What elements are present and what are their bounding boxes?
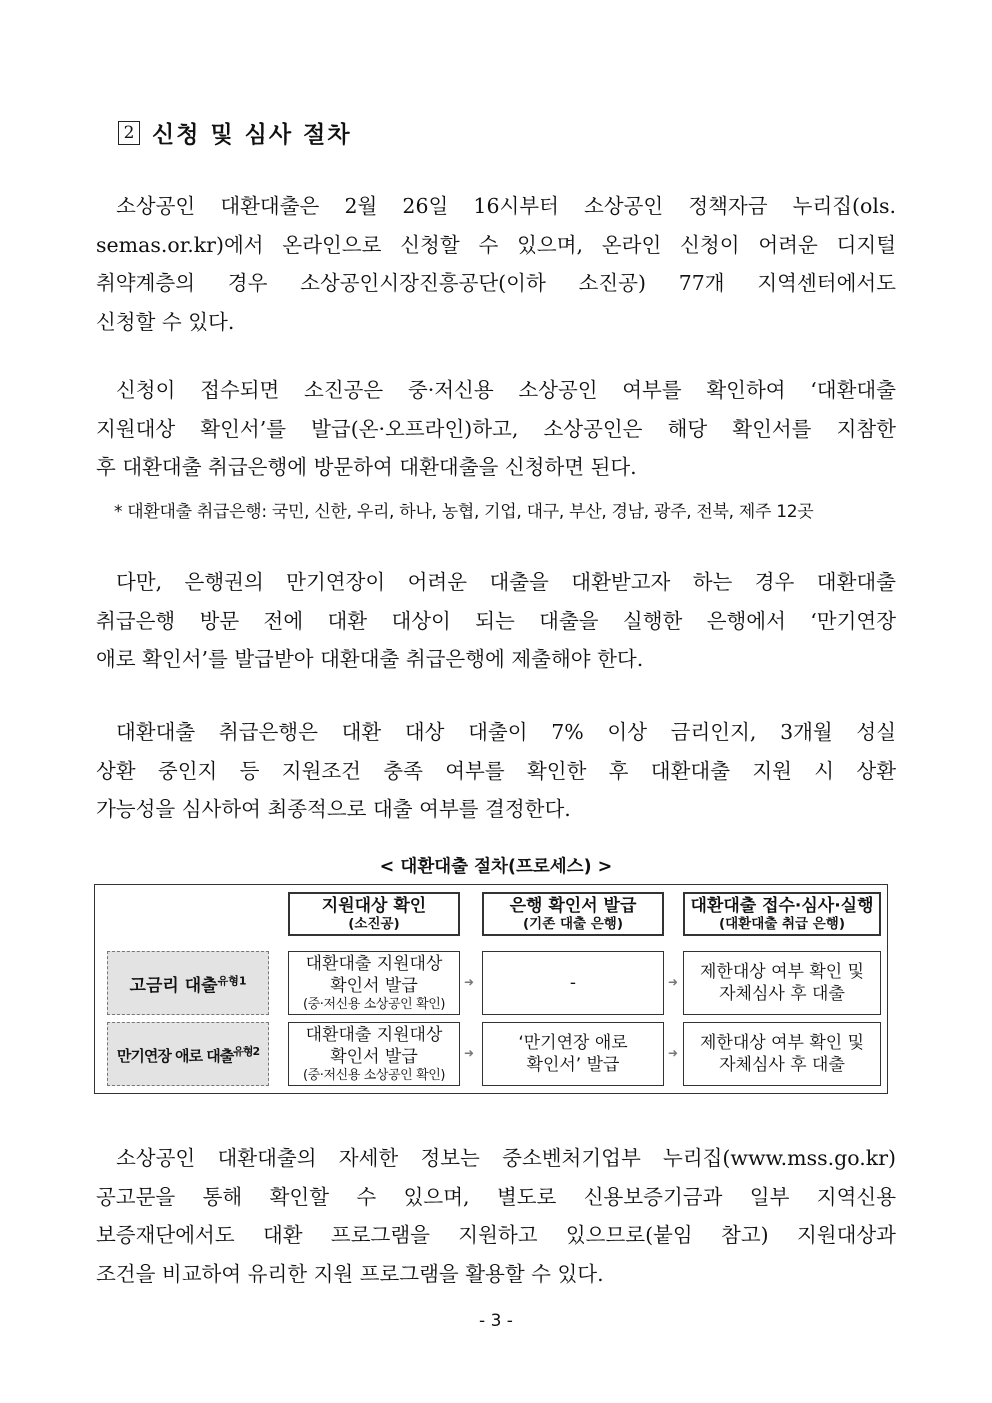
row-label: 만기연장 애로 대출 xyxy=(116,1046,234,1065)
cell-line: 대환대출 지원대상 xyxy=(305,954,443,974)
section-number: 2 xyxy=(118,121,140,145)
process-caption: < 대환대출 절차(프로세스) > xyxy=(379,857,613,877)
paragraph-line: 소상공인 대환대출의 자세한 정보는 중소벤처기업부 누리집(www.mss.go.kr) xyxy=(116,1146,896,1170)
row2-step2 xyxy=(482,1022,664,1086)
section-heading xyxy=(118,116,352,149)
paragraph-line: 대환대출 취급은행은 대환 대상 대출이 7% 이상 금리인지, 3개월 성실 xyxy=(116,720,896,744)
row-type-sup: 유형2 xyxy=(233,1044,260,1058)
cell-sub: (중·저신용 소상공인 확인) xyxy=(302,1068,446,1083)
paragraph-line: 상환 중인지 등 지원조건 충족 여부를 확인한 후 대환대출 지원 시 상환 xyxy=(96,758,896,783)
arrow-right-icon: ➜ xyxy=(668,1046,679,1060)
header-title: 대환대출 접수·심사·실행 xyxy=(690,896,874,916)
paragraph-line: 취급은행 방문 전에 대환 대상이 되는 대출을 실행한 은행에서 ‘만기연장 xyxy=(96,608,896,633)
cell-line: 확인서 발급 xyxy=(330,1047,418,1067)
bank-list-note: * 대환대출 취급은행: 국민, 신한, 우리, 하나, 농협, 기업, 대구, 부산, 경남, 광주, 전북, 제주 12곳 xyxy=(114,502,814,522)
paragraph-line: 공고문을 통해 확인할 수 있으며, 별도로 신용보증기금과 일부 지역신용 xyxy=(96,1184,896,1209)
header-step-3 xyxy=(683,892,881,936)
row-label: 고금리 대출 xyxy=(129,975,218,996)
paragraph-2 xyxy=(96,371,896,487)
paragraph-3 xyxy=(96,563,896,679)
cell-line: 확인서 발급 xyxy=(330,976,418,996)
row1-step1 xyxy=(288,951,460,1015)
section-title: 신청 및 심사 절차 xyxy=(152,121,352,148)
paragraph-5 xyxy=(96,1139,896,1293)
header-sub: (대환대출 취급 은행) xyxy=(718,916,846,932)
header-sub: (소진공) xyxy=(348,916,400,932)
paragraph-line: 보증재단에서도 대환 프로그램을 지원하고 있으므로(붙임 참고) 지원대상과 xyxy=(96,1223,896,1247)
row1-step2 xyxy=(482,951,664,1015)
cell-sub: (중·저신용 소상공인 확인) xyxy=(302,997,446,1012)
cell-line: 제한대상 여부 확인 및 xyxy=(699,962,864,982)
paragraph-line: 지원대상 확인서’를 발급(온·오프라인)하고, 소상공인은 해당 확인서를 지참한 xyxy=(96,416,896,441)
header-step-2 xyxy=(482,892,664,936)
paragraph-1 xyxy=(96,187,896,341)
arrow-right-icon: ➜ xyxy=(668,975,679,989)
row2-step1 xyxy=(288,1022,460,1086)
paragraph-line: semas.or.kr)에서 온라인으로 신청할 수 있으며, 온라인 신청이 어려운 디지털 xyxy=(96,232,896,257)
process-table xyxy=(94,884,888,1094)
header-step-1 xyxy=(288,892,460,936)
cell-line: ‘만기연장 애로 xyxy=(518,1033,628,1053)
paragraph-line: 다만, 은행권의 만기연장이 어려운 대출을 대환받고자 하는 경우 대환대출 xyxy=(116,570,896,594)
cell-line: - xyxy=(569,973,577,993)
cell-line: 자체심사 후 대출 xyxy=(719,1055,845,1075)
page-number: - 3 - xyxy=(479,1311,513,1331)
paragraph-line: 조건을 비교하여 유리한 지원 프로그램을 활용할 수 있다. xyxy=(96,1261,604,1286)
header-title: 지원대상 확인 xyxy=(321,896,427,916)
paragraph-line: 소상공인 대환대출은 2월 26일 16시부터 소상공인 정책자금 누리집(ols. xyxy=(116,194,896,218)
paragraph-line: 가능성을 심사하여 최종적으로 대출 여부를 결정한다. xyxy=(96,797,571,821)
header-title: 은행 확인서 발급 xyxy=(509,896,637,916)
cell-line: 자체심사 후 대출 xyxy=(719,984,845,1004)
paragraph-line: 애로 확인서’를 발급받아 대환대출 취급은행에 제출해야 한다. xyxy=(96,647,644,671)
paragraph-line: 취약계층의 경우 소상공인시장진흥공단(이하 소진공) 77개 지역센터에서도 xyxy=(96,271,896,295)
arrow-right-icon: ➜ xyxy=(464,1046,475,1060)
paragraph-line: 신청할 수 있다. xyxy=(96,309,235,334)
row2-step3 xyxy=(683,1022,881,1086)
row1-step3 xyxy=(683,951,881,1015)
cell-line: 확인서’ 발급 xyxy=(526,1055,620,1075)
header-sub: (기존 대출 은행) xyxy=(523,916,623,932)
paragraph-line: 후 대환대출 취급은행에 방문하여 대환대출을 신청하면 된다. xyxy=(96,455,637,479)
cell-line: 제한대상 여부 확인 및 xyxy=(699,1033,864,1053)
row-type-sup: 유형1 xyxy=(217,973,247,987)
paragraph-line: 신청이 접수되면 소진공은 중·저신용 소상공인 여부를 확인하여 ‘대환대출 xyxy=(116,378,896,402)
row-label-type1 xyxy=(107,951,269,1015)
row-label-type2 xyxy=(107,1022,269,1086)
cell-line: 대환대출 지원대상 xyxy=(305,1025,443,1045)
arrow-right-icon: ➜ xyxy=(464,975,475,989)
paragraph-4 xyxy=(96,713,896,829)
